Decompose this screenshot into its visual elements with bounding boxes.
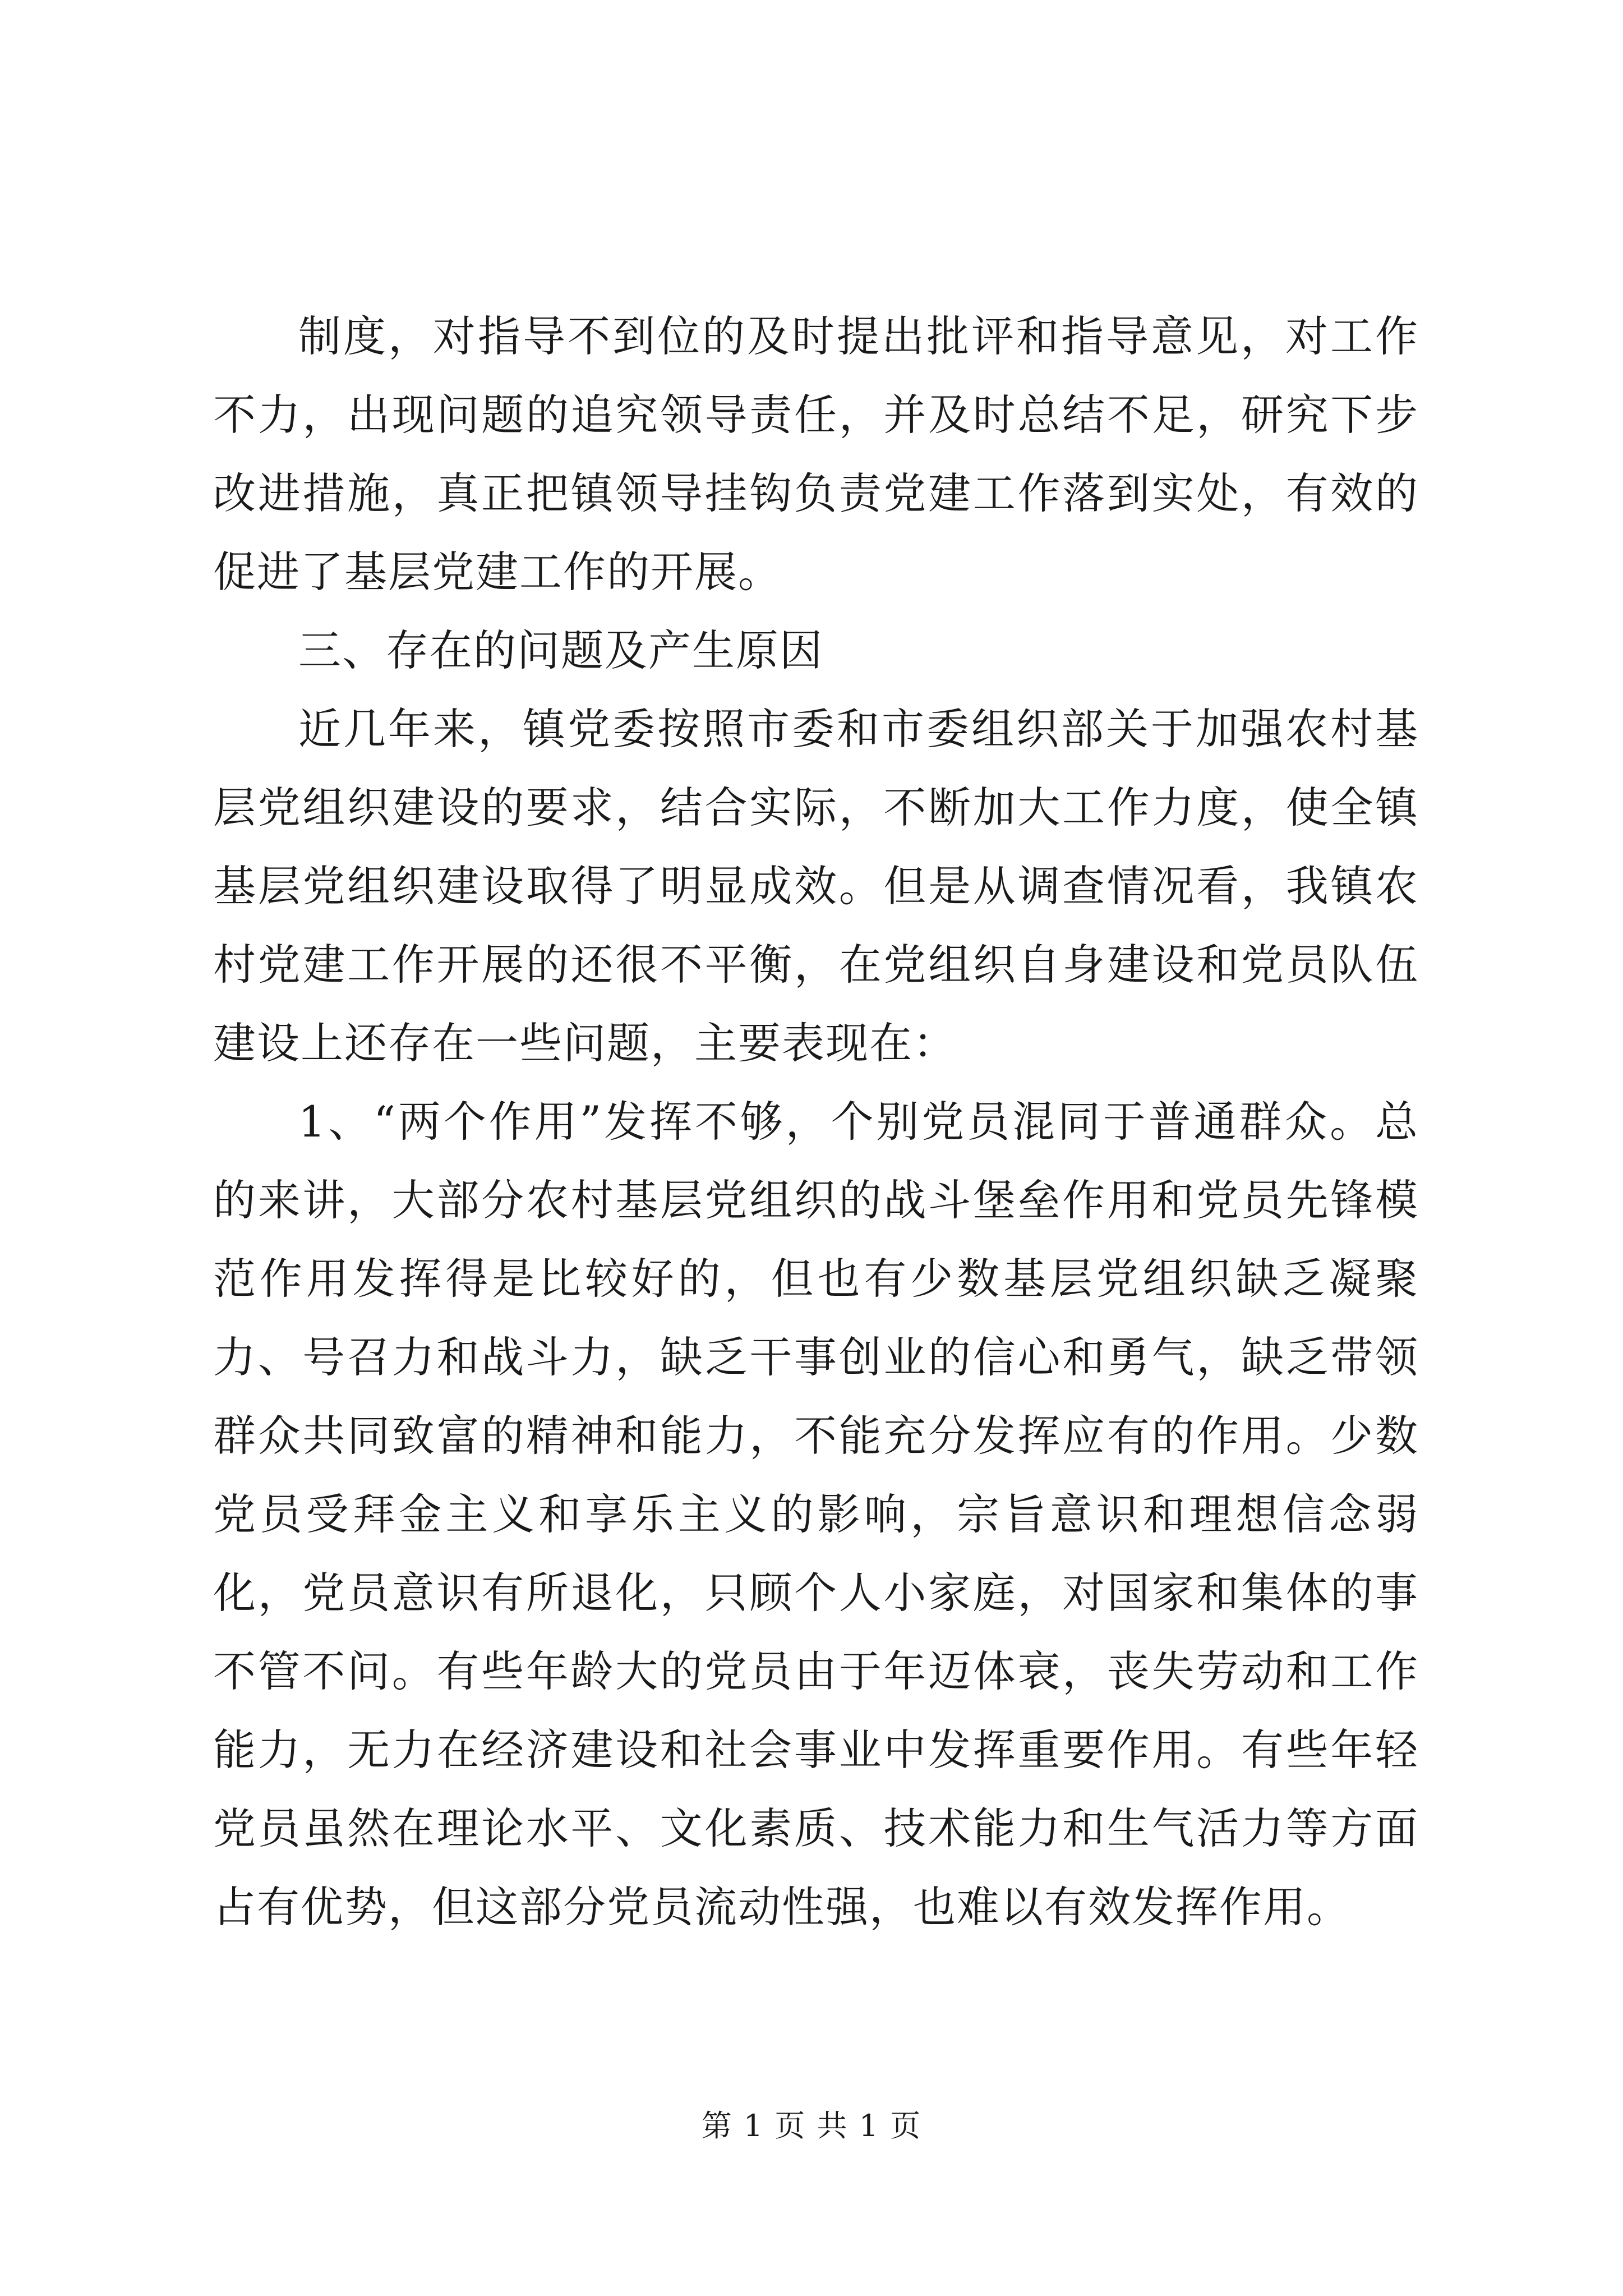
section-heading: 三、存在的问题及产生原因	[298, 625, 823, 675]
page-footer: 第 1 页 共 1 页	[701, 2108, 922, 2143]
paragraph-issue-1: 1、“两个作用”发挥不够，个别党员混同于普通群众。总的来讲，大部分农村基层党组织的战斗堡垒作用和党员先锋模范作用发挥得是比较好的，但也有少数基层党组织缺乏凝聚力、号召力和战斗力，缺乏干事创业的信心和勇气，缺乏带领群众共同致富的精神和能力，不能充分发挥应有的作用。少数党员受拜金主义和享乐主义的影响，宗旨意识和理想信念弱化，党员意识有所退化，只顾个人小家庭，对国家和集体的事不管不问。有些年龄大的党员由于年迈体衰，丧失劳动和工作能力，无力在经济建设和社会事业中发挥重要作用。有些年轻党员虽然在理论水平、文化素质、技术能力和生气活力等方面占有优势，但这部分党员流动性强，也难以有效发挥作用。	[213, 1097, 1419, 1932]
paragraph-continuation: 制度，对指导不到位的及时提出批评和指导意见，对工作不力，出现问题的追究领导责任，并及时总结不足，研究下步改进措施，真正把镇领导挂钩负责党建工作落到实处，有效的促进了基层党建工作的开展。	[213, 311, 1419, 597]
document-body	[213, 297, 1419, 1947]
paragraph-overview: 近几年来，镇党委按照市委和市委组织部关于加强农村基层党组织建设的要求，结合实际，不断加大工作力度，使全镇基层党组织建设取得了明显成效。但是从调查情况看，我镇农村党建工作开展的还很不平衡，在党组织自身建设和党员队伍建设上还存在一些问题，主要表现在：	[213, 704, 1419, 1068]
